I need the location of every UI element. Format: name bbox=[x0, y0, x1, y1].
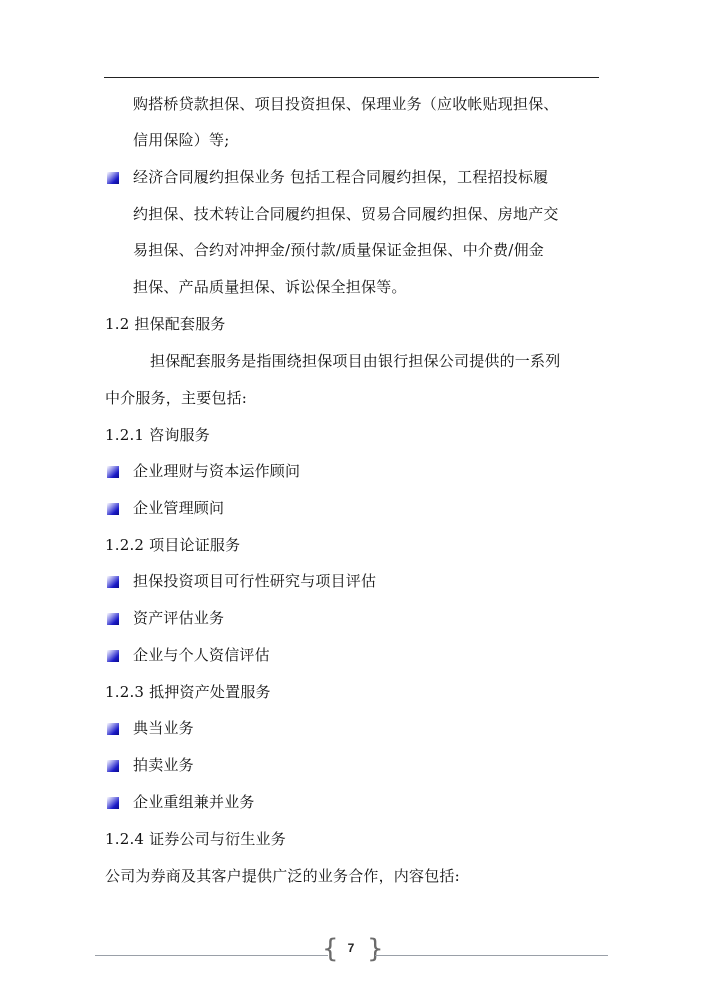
bullet-icon bbox=[107, 576, 119, 588]
right-brace-icon: } bbox=[367, 934, 384, 964]
list-item: 拍卖业务 bbox=[133, 756, 194, 774]
subsection-heading: 1.2.3 抵押资产处置服务 bbox=[105, 683, 271, 701]
footer-rule-left bbox=[95, 955, 328, 956]
bullet-icon bbox=[107, 797, 119, 809]
body-line: 信用保险）等; bbox=[133, 131, 230, 149]
subsection-heading: 1.2.1 咨询服务 bbox=[105, 426, 210, 444]
bullet-icon bbox=[107, 172, 119, 184]
list-item: 企业与个人资信评估 bbox=[133, 646, 270, 664]
bullet-icon bbox=[107, 723, 119, 735]
bullet-icon bbox=[107, 466, 119, 478]
list-item: 企业理财与资本运作顾问 bbox=[133, 462, 301, 480]
left-brace-icon: { bbox=[322, 934, 339, 964]
bullet-icon bbox=[107, 503, 119, 515]
list-item: 典当业务 bbox=[133, 719, 194, 737]
body-line: 购搭桥贷款担保、项目投资担保、保理业务（应收帐贴现担保、 bbox=[133, 95, 559, 113]
list-item: 担保投资项目可行性研究与项目评估 bbox=[133, 572, 377, 590]
body-line: 易担保、合约对冲押金/预付款/质量保证金担保、中介费/佣金 bbox=[133, 241, 544, 259]
list-item: 资产评估业务 bbox=[133, 609, 225, 627]
body-line: 中介服务，主要包括: bbox=[105, 389, 248, 407]
body-line: 公司为券商及其客户提供广泛的业务合作，内容包括: bbox=[105, 867, 460, 885]
list-item: 企业管理顾问 bbox=[133, 499, 225, 517]
header-rule bbox=[104, 77, 599, 78]
bullet-icon bbox=[107, 760, 119, 772]
body-line: 约担保、技术转让合同履约担保、贸易合同履约担保、房地产交 bbox=[133, 205, 559, 223]
footer-rule-right bbox=[375, 955, 608, 956]
section-heading: 1.2 担保配套服务 bbox=[105, 315, 226, 333]
body-line: 担保、产品质量担保、诉讼保全担保等。 bbox=[133, 278, 407, 296]
bullet-icon bbox=[107, 613, 119, 625]
body-line: 担保配套服务是指围绕担保项目由银行担保公司提供的一系列 bbox=[150, 352, 561, 370]
list-item: 经济合同履约担保业务 包括工程合同履约担保，工程招投标履 bbox=[133, 168, 549, 186]
page-number: 7 bbox=[347, 941, 355, 955]
bullet-icon bbox=[107, 650, 119, 662]
subsection-heading: 1.2.4 证券公司与衍生业务 bbox=[105, 830, 286, 848]
subsection-heading: 1.2.2 项目论证服务 bbox=[105, 536, 241, 554]
list-item: 企业重组兼并业务 bbox=[133, 793, 255, 811]
